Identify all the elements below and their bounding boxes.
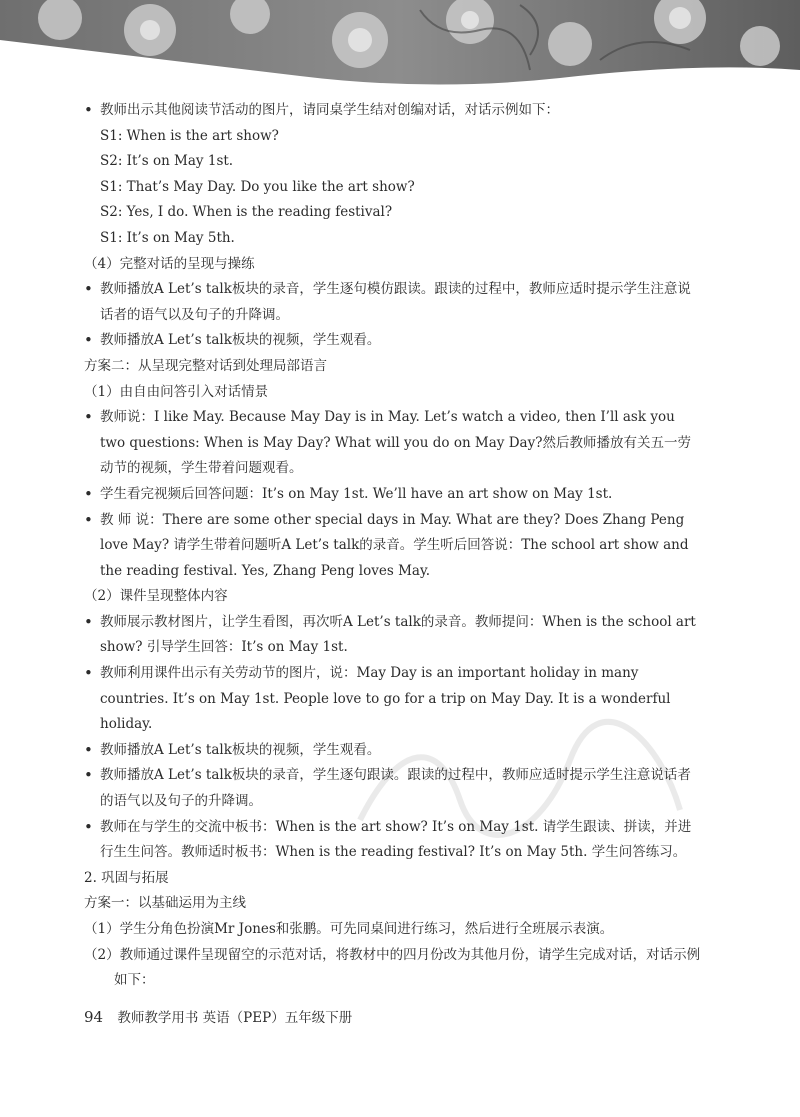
- dialog-line: S2: It’s on May 1st.: [100, 153, 234, 170]
- bullet-paragraph: • 教师播放A Let’s talk板块的视频，学生观看。: [84, 328, 704, 354]
- dialog-line: S2: Yes, I do. When is the reading festival?: [100, 204, 393, 221]
- text-paragraph: （1）由自由问答引入对话情景: [84, 383, 269, 400]
- text-paragraph: 方案二：从呈现完整对话到处理局部语言: [84, 357, 327, 374]
- text-paragraph: （2）课件呈现整体内容: [84, 588, 228, 605]
- dialog-line: S1: It’s on May 5th.: [100, 229, 235, 246]
- floral-header-banner: [0, 0, 800, 92]
- bullet-paragraph: • 教师播放A Let’s talk板块的视频，学生观看。: [84, 738, 704, 764]
- text-paragraph: 2. 巩固与拓展: [84, 869, 169, 886]
- text-paragraph: （4）完整对话的呈现与操练: [84, 255, 255, 272]
- book-title: 教师教学用书 英语（PEP）五年级下册: [117, 1010, 353, 1026]
- bullet-paragraph: • 学生看完视频后回答问题：It’s on May 1st. We’ll have an art show on May 1st.: [84, 482, 704, 508]
- bullet-paragraph: • 教师利用课件出示有关劳动节的图片，说：May Day is an important holiday in many countries. It’s on May 1st. People love to go for a trip on May Day. It is a wonderful holiday.: [84, 661, 704, 738]
- text-paragraph: 方案一：以基础运用为主线: [84, 895, 246, 912]
- bullet-paragraph: • 教师播放A Let’s talk板块的录音，学生逐句跟读。跟读的过程中，教师应适时提示学生注意说话者的语气以及句子的升降调。: [84, 763, 704, 814]
- bullet-paragraph: • 教 师 说：There are some other special days in May. What are they? Does Zhang Peng love May? 请学生带着问题听A Let’s talk的录音。学生听后回答说：The school art show and the reading festival. Yes, Zhang Peng loves May.: [84, 508, 704, 585]
- text-paragraph: （1）学生分角色扮演Mr Jones和张鹏。可先同桌间进行练习，然后进行全班展示表演。: [84, 921, 614, 937]
- bullet-paragraph: • 教师出示其他阅读节活动的图片，请同桌学生结对创编对话，对话示例如下：: [84, 98, 704, 124]
- bullet-paragraph: • 教师说：I like May. Because May Day is in May. Let’s watch a video, then I’ll ask you two questions: When is May Day? What will you do on May Day?然后教师播放有关五一劳动节的视频，学生带着问题观看。: [84, 405, 704, 482]
- text-paragraph: （2）教师通过课件呈现留空的示范对话，将教材中的四月份改为其他月份，请学生完成对话，对话示例如下：: [84, 946, 701, 989]
- bullet-paragraph: • 教师展示教材图片，让学生看图，再次听A Let’s talk的录音。教师提问：When is the school art show? 引导学生回答：It’s on May 1st.: [84, 610, 704, 661]
- bullet-paragraph: • 教师播放A Let’s talk板块的录音，学生逐句模仿跟读。跟读的过程中，教师应适时提示学生注意说话者的语气以及句子的升降调。: [84, 277, 704, 328]
- page-footer: [84, 1006, 352, 1026]
- dialog-line: S1: That’s May Day. Do you like the art show?: [100, 178, 415, 195]
- page-number: 94: [84, 1008, 104, 1026]
- dialog-line: S1: When is the art show?: [100, 127, 279, 144]
- bullet-paragraph: • 教师在与学生的交流中板书：When is the art show? It’s on May 1st. 请学生跟读、拼读，并进行生生问答。教师适时板书：When is the reading festival? It’s on May 5th. 学生问答练习。: [84, 815, 704, 866]
- page-body: [84, 98, 704, 994]
- floral-pattern-icon: [0, 0, 800, 92]
